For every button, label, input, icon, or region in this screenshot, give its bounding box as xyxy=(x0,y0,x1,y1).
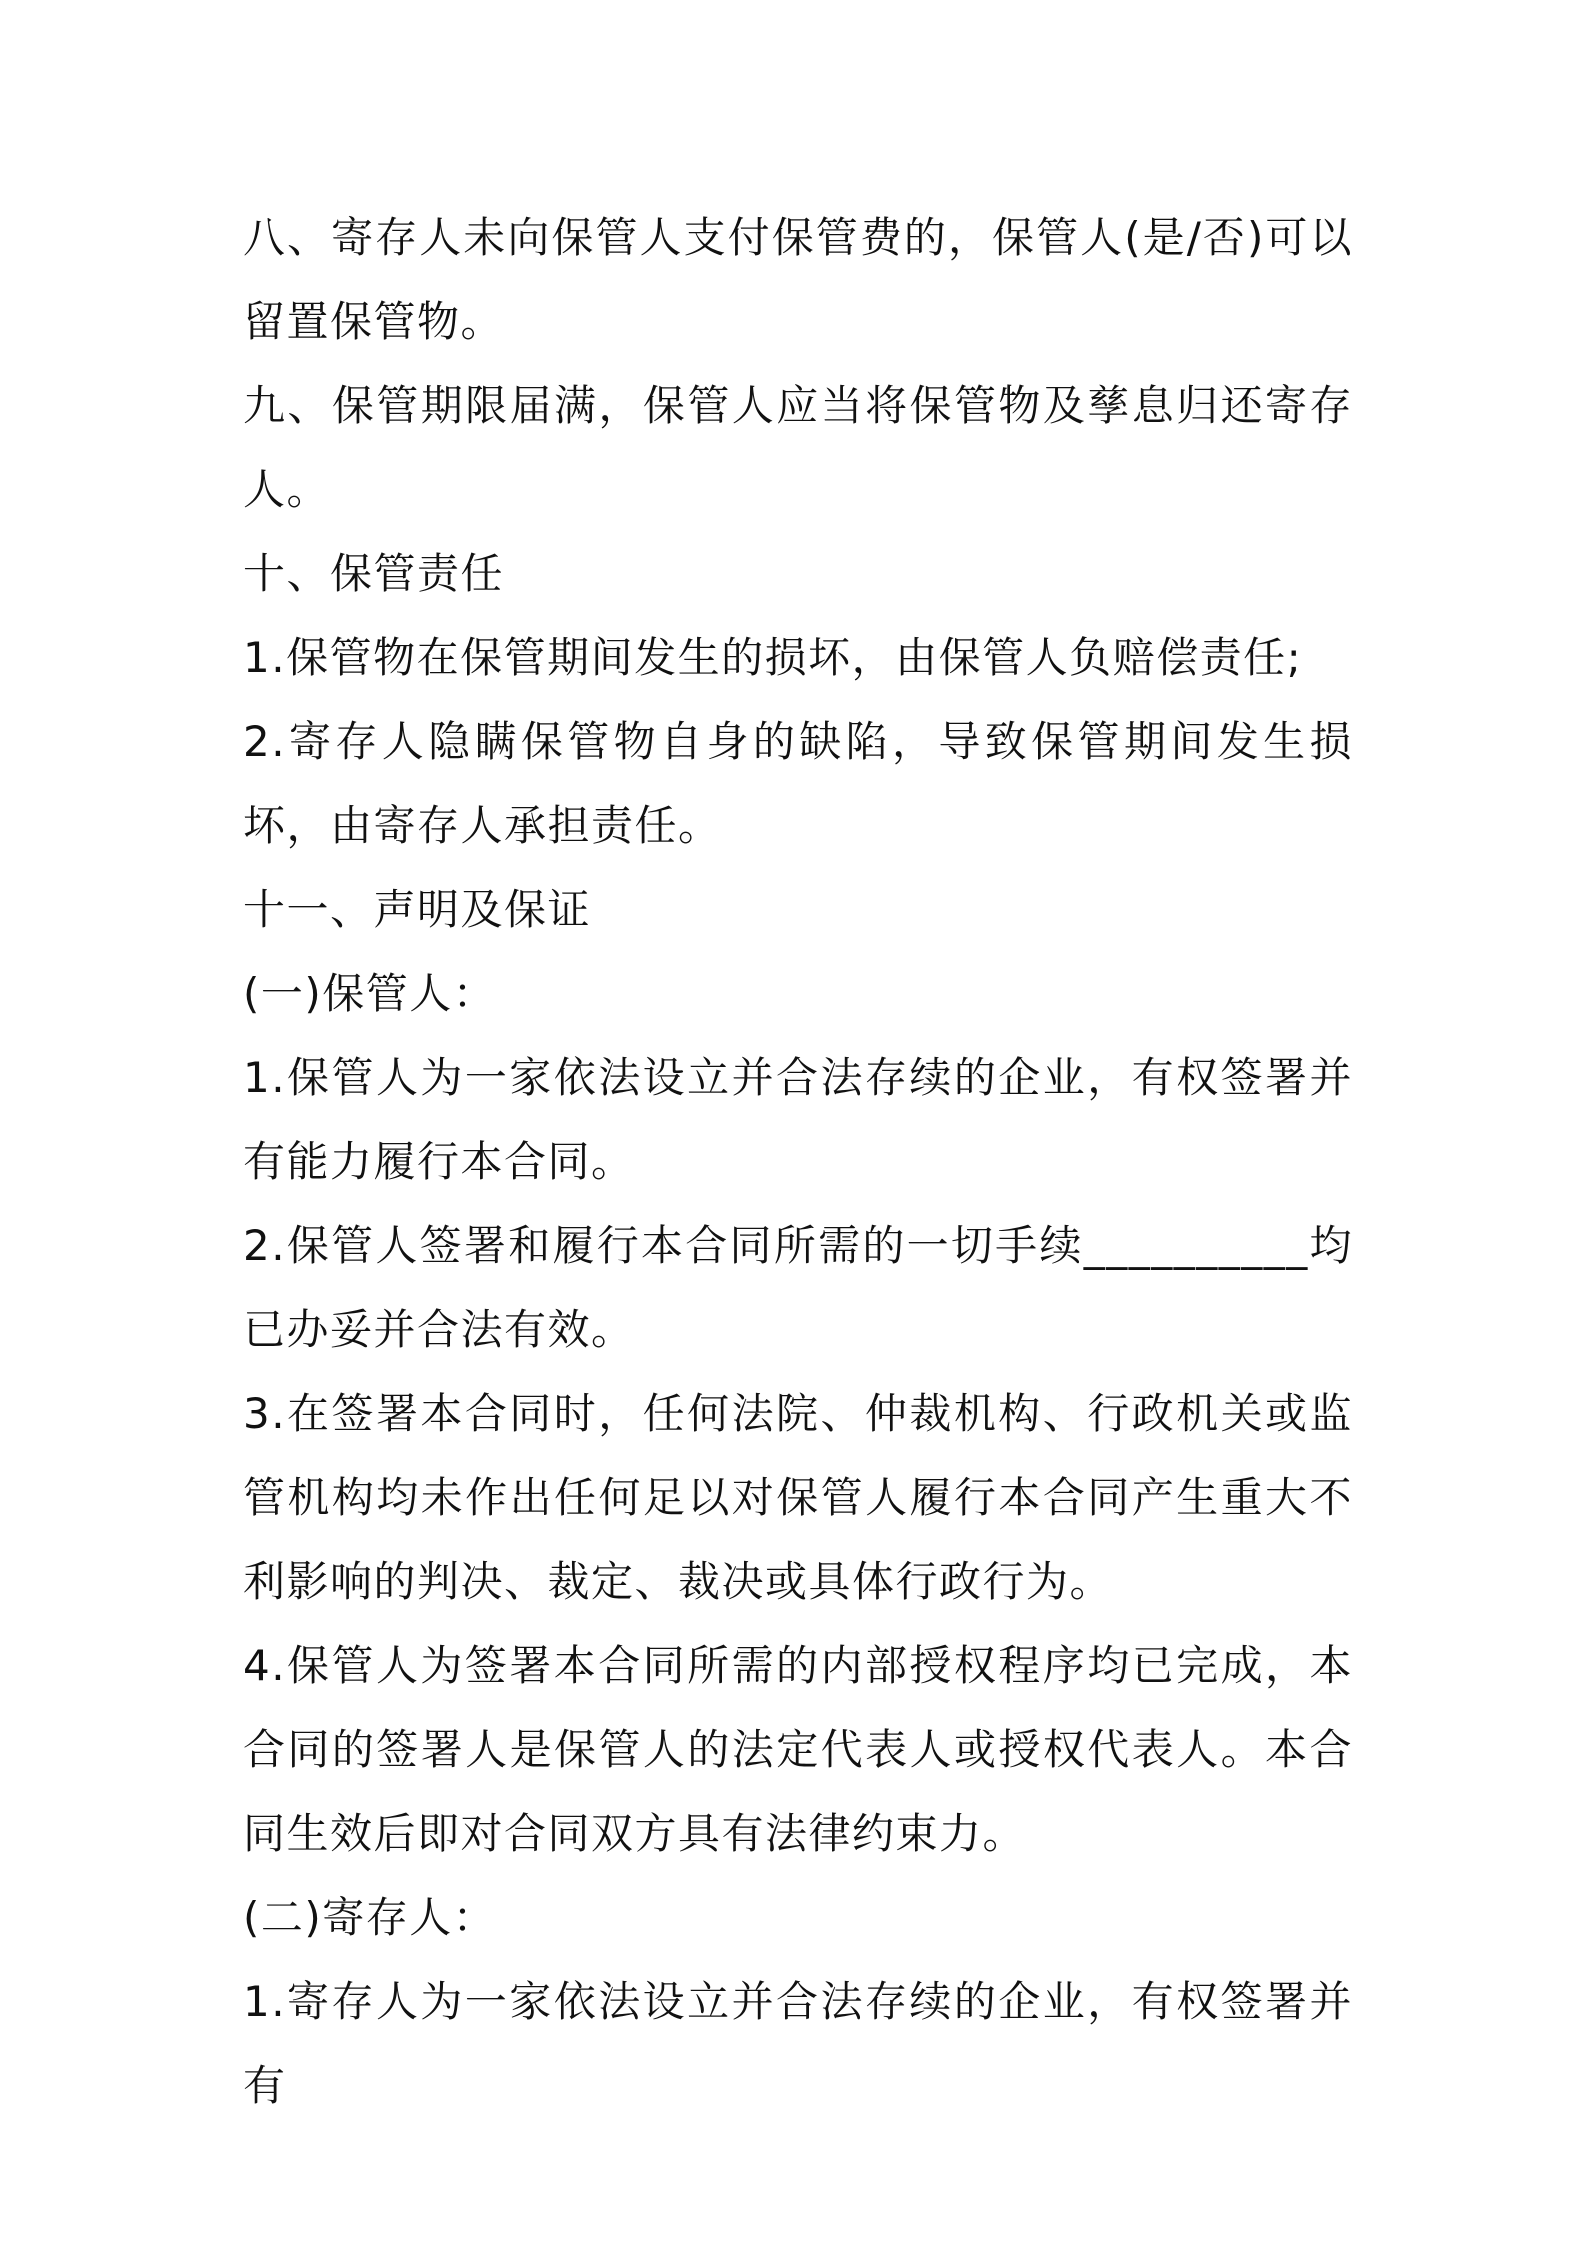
clause-10-item-1: 1.保管物在保管期间发生的损坏，由保管人负赔偿责任; xyxy=(243,633,1303,682)
clause-10-heading: 十、保管责任 xyxy=(243,549,505,598)
depositor-subheading: (二)寄存人： xyxy=(243,1893,497,1942)
custodian-item-1: 1.保管人为一家依法设立并合法存续的企业，有权签署并有能力履行本合同。 xyxy=(243,1053,1353,1186)
clause-11-heading: 十一、声明及保证 xyxy=(243,885,592,934)
custodian-item-4: 4.保管人为签署本合同所需的内部授权程序均已完成，本合同的签署人是保管人的法定代表人或授权代表人。本合同生效后即对合同双方具有法律约束力。 xyxy=(243,1641,1353,1858)
custodian-item-2: 2.保管人签署和履行本合同所需的一切手续__________均已办妥并合法有效。 xyxy=(243,1221,1353,1354)
custodian-item-3: 3.在签署本合同时，任何法院、仲裁机构、行政机关或监管机构均未作出任何足以对保管人履行本合同产生重大不利影响的判决、裁定、裁决或具体行政行为。 xyxy=(243,1389,1353,1606)
custodian-subheading: (一)保管人： xyxy=(243,969,497,1018)
clause-10-item-2: 2.寄存人隐瞒保管物自身的缺陷，导致保管期间发生损坏，由寄存人承担责任。 xyxy=(243,717,1353,850)
depositor-item-1: 1.寄存人为一家依法设立并合法存续的企业，有权签署并有 xyxy=(243,1977,1353,2110)
clause-9: 九、保管期限届满，保管人应当将保管物及孳息归还寄存人。 xyxy=(243,381,1353,514)
document-body xyxy=(243,196,1353,2128)
clause-8: 八、寄存人未向保管人支付保管费的，保管人(是/否)可以留置保管物。 xyxy=(243,213,1353,346)
